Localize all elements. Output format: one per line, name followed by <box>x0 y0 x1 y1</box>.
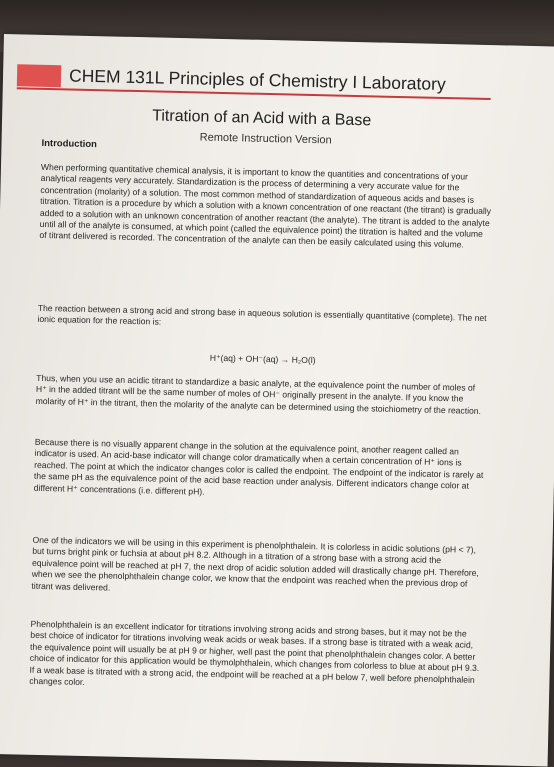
net-ionic-equation: H⁺(aq) + OH⁻(aq) → H₂O(l) <box>209 352 316 366</box>
paragraph-intro <box>39 162 493 252</box>
section-heading: Introduction <box>41 137 98 151</box>
paragraph-text: One of the indicators we will be using in this experiment is phenolphthalein. It is colorless in acidic solutions (pH < 7), but turns bright pink or fuchsia at about pH 8.2. Although in a titration of a strong base with a strong acid the equivalence point will be reached at pH 7, the next drop of acidic solution added will drastically change pH. Therefore, when we see the phenolphthalein change color, we know that the endpoint was reached when the previous drop of titrant was delivered. <box>31 534 479 593</box>
document-title: Titration of an Acid with a Base <box>151 107 372 130</box>
paragraph-text: Phenolphthalein is an excellent indicator for titrations involving strong acids and strong bases, but it may not be the best choice of indicator for titrations involving weak acids or weak bases. If a strong base is titrated with a weak acid, the equivalence point will usually be at pH 9 or higher, well past the point that phenolphthalein changes color. A better choice of indicator for this application would be thymolphthalein, which changes from colorless to blue at about pH 9.3. If a weak base is titrated with a strong acid, the endpoint will be reached at a pH below 7, well before phenolphthalein changes color. <box>29 618 480 688</box>
course-title: CHEM 131L Principles of Chemistry I Laboratory <box>68 65 446 95</box>
paragraph-weak-acids <box>29 619 482 698</box>
paragraph-reaction <box>37 303 489 336</box>
document-page <box>0 34 554 767</box>
paragraph-indicator <box>34 437 487 504</box>
header-red-block <box>17 64 61 87</box>
paragraph-text: When performing quantitative chemical analysis, it is important to know the quantities and concentrations of your analytical reagents very accurately. Standardization is the process of determining a very accurate value for the concentration (molarity) of a solution. The most common method of standardization of aqueous acids and bases is titration. Titration is a procedure by which a solution with a known concentration of one reactant (the titrant) is gradually added to a solution with an unknown concentration of another reactant (the analyte). The titrant is added to the analyte until all of the analyte is consumed, at which point (called the equivalence point) the titration is halted and the volume of titrant delivered is recorded. The concentration of the analyte can then be easily calculated using this volume. <box>39 161 492 250</box>
paragraph-text: Because there is no visually apparent change in the solution at the equivalence point, another reagent called an indicator is used. An acid-base indicator will change color dramatically when a certain concentration of H⁺ ions is reached. The point at which the indicator changes color is called the endpoint. The endpoint of the indicator is rarely at the same pH as the equivalence point of the acid base reaction under analysis. Different indicators change color at different H⁺ concentrations (i.e. different pH). <box>33 436 484 497</box>
paragraph-text: Thus, when you use an acidic titrant to standardize a basic analyte, at the equivalence point the number of moles of H⁺ in the added titrant will be the same number of moles of OH⁻ originally present in the analyte. If you know the molarity of H⁺ in the titrant, then the molarity of the analyte can be determined using the stoichiometry of the reaction. <box>35 372 482 416</box>
paragraph-phenolphthalein <box>31 535 484 602</box>
course-header <box>17 64 487 101</box>
document-subtitle: Remote Instruction Version <box>199 131 332 147</box>
paragraph-text: The reaction between a strong acid and strong base in aqueous solution is essentially quantitative (complete). The net ionic equation for the reaction is: <box>37 302 487 328</box>
paragraph-standardize <box>36 373 489 417</box>
